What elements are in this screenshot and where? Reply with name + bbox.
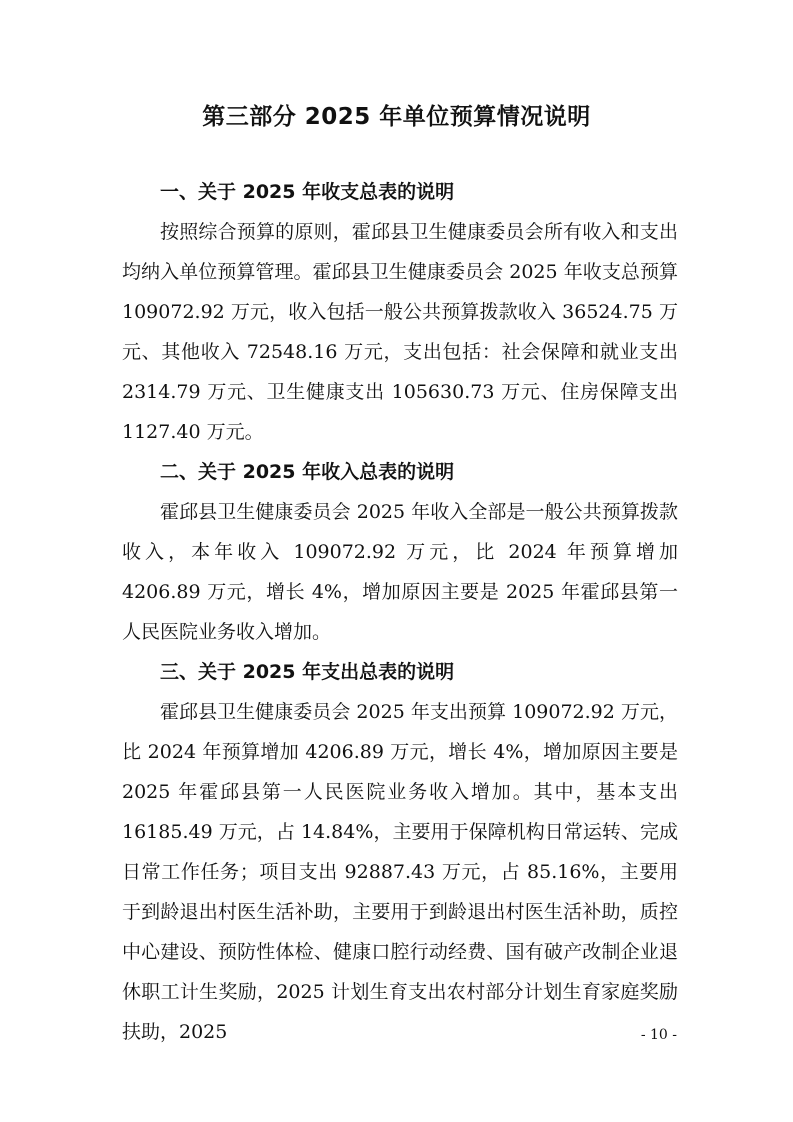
page-title: 第三部分 2025 年单位预算情况说明 [202, 104, 591, 130]
section-paragraph-3: 霍邱县卫生健康委员会 2025 年支出预算 109072.92 万元，比 2024 年预算增加 4206.89 万元，增长 4%，增加原因主要是 2025 年霍邱县第一人民医院业务收入增加。其中，基本支出 16185.49 万元，占 14.84%，主要用于保障机构日常运转、完成日常工作任务；项目支出 92887.43 万元，占 85.16%，主要用于到龄退出村医生活补助，主要用于到龄退出村医生活补助，质控中心建设、预防性体检、健康口腔行动经费、国有破产改制企业退休职工计生奖励，2025 计划生育支出农村部分计划生育家庭奖励扶助，2025 [122, 701, 678, 1043]
page-number: - 10 - [640, 1027, 677, 1043]
section-paragraph-1: 按照综合预算的原则，霍邱县卫生健康委员会所有收入和支出均纳入单位预算管理。霍邱县卫生健康委员会 2025 年收支总预算 109072.92 万元，收入包括一般公共预算拨款收入 36524.75 万元、其他收入 72548.16 万元，支出包括：社会保障和就业支出 2314.79 万元、卫生健康支出 105630.73 万元、住房保障支出 1127.40 万元。 [122, 221, 678, 443]
section-heading-2: 二、关于 2025 年收入总表的说明 [160, 461, 455, 483]
document-body [122, 172, 678, 1052]
section-paragraph-2: 霍邱县卫生健康委员会 2025 年收入全部是一般公共预算拨款收入，本年收入 109072.92 万元，比 2024 年预算增加 4206.89 万元，增长 4%，增加原因主要是 2025 年霍邱县第一人民医院业务收入增加。 [122, 501, 678, 643]
section-heading-3: 三、关于 2025 年支出总表的说明 [160, 661, 455, 683]
section-heading-1: 一、关于 2025 年收支总表的说明 [160, 181, 455, 203]
